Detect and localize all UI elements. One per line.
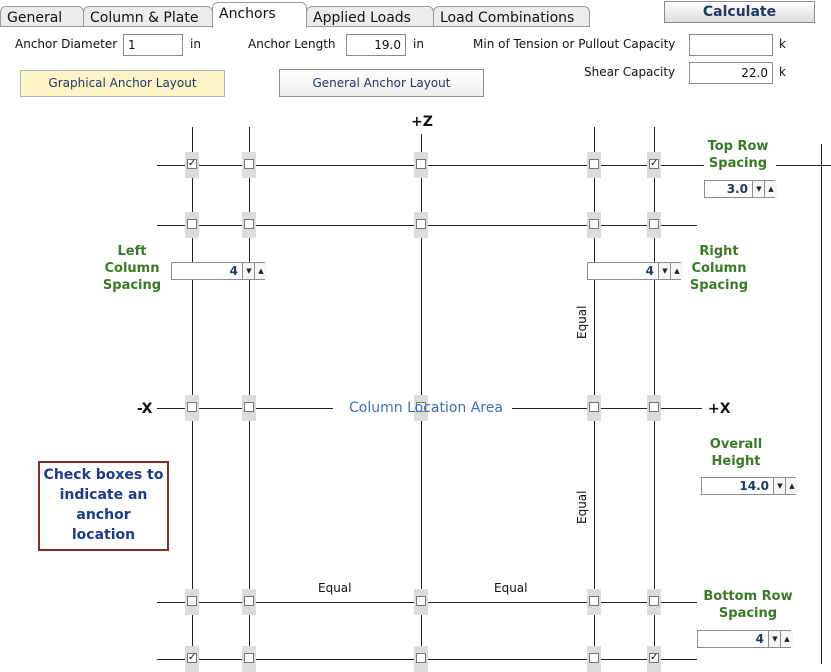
equal-label-vertical-bottom: Equal	[575, 490, 589, 524]
column-location-area-label: Column Location Area	[349, 400, 503, 416]
right-column-spacing-value[interactable]: 4	[645, 264, 654, 278]
note-line3: anchor	[76, 507, 131, 523]
anchor-length-input[interactable]: 19.0	[346, 34, 406, 56]
checkbox-box[interactable]	[244, 159, 254, 169]
equal-label-left: Equal	[318, 581, 352, 595]
checkbox-box[interactable]	[244, 596, 254, 606]
anchor-checkbox-r4-c4[interactable]	[587, 589, 601, 615]
right-col-label-line3: Spacing	[689, 278, 749, 293]
left-col-down-arrow-icon[interactable]: ▼	[242, 263, 255, 279]
checkbox-box[interactable]	[589, 596, 599, 606]
anchor-checkbox-r2-c5[interactable]	[647, 212, 661, 238]
right-column-spacing-label	[684, 243, 754, 294]
left-col-label-line2: Column	[104, 261, 160, 276]
left-col-up-arrow-icon[interactable]: ▲	[254, 263, 267, 279]
checkbox-box[interactable]	[589, 402, 599, 412]
checkbox-box[interactable]	[244, 402, 254, 412]
right-col-up-arrow-icon[interactable]: ▲	[670, 263, 683, 279]
anchor-checkbox-r1-c4[interactable]	[587, 152, 601, 178]
instruction-note	[38, 461, 169, 551]
bottom-row-spacing-label	[703, 588, 793, 622]
bottom-row-label-line2: Spacing	[718, 606, 778, 621]
checkbox-box[interactable]	[416, 219, 426, 229]
checkmark-icon[interactable]: ✓	[650, 158, 659, 169]
anchor-checkbox-r3-c2[interactable]	[242, 395, 256, 421]
overall-height-value[interactable]: 14.0	[739, 479, 769, 493]
anchor-checkbox-r3-c4[interactable]	[587, 395, 601, 421]
shear-capacity-input[interactable]: 22.0	[689, 62, 773, 84]
overall-height-spinner[interactable]	[701, 477, 796, 495]
tension-capacity-unit: k	[779, 37, 786, 51]
anchor-checkbox-r3-c1[interactable]	[185, 395, 199, 421]
shear-capacity-unit: k	[779, 65, 786, 79]
checkbox-box[interactable]	[187, 219, 197, 229]
note-line1: Check boxes to	[43, 467, 164, 483]
right-col-label-line2: Column	[691, 261, 747, 276]
checkbox-box[interactable]	[416, 653, 426, 663]
tension-capacity-label: Min of Tension or Pullout Capacity	[473, 37, 676, 51]
anchor-checkbox-r5-c3[interactable]	[414, 646, 428, 672]
checkbox-box[interactable]	[244, 653, 254, 663]
checkbox-box[interactable]	[649, 219, 659, 229]
graphical-anchor-layout-button[interactable]: Graphical Anchor Layout	[20, 70, 225, 97]
top-row-label-line1: Top Row	[707, 139, 769, 154]
top-row-down-arrow-icon[interactable]: ▼	[752, 181, 765, 197]
note-line2: indicate an	[59, 487, 148, 503]
bottom-row-label-line1: Bottom Row	[703, 589, 793, 604]
grid-line-h1	[157, 165, 704, 166]
tab-column-plate[interactable]: Column & Plate	[83, 6, 213, 27]
checkmark-icon[interactable]: ✓	[650, 652, 659, 663]
equal-label-vertical-top: Equal	[575, 305, 589, 339]
checkbox-box[interactable]	[187, 402, 197, 412]
anchor-checkbox-r1-c1[interactable]	[185, 152, 199, 178]
grid-line-h3-right	[512, 408, 702, 409]
anchor-checkbox-r5-c1[interactable]	[185, 646, 199, 672]
anchor-checkbox-r4-c5[interactable]	[647, 589, 661, 615]
anchor-diameter-label: Anchor Diameter	[15, 37, 118, 51]
grid-line-h1-right	[776, 165, 831, 166]
overall-height-label-line1: Overall	[709, 437, 763, 452]
left-column-spacing-value[interactable]: 4	[229, 264, 238, 278]
grid-border-right	[821, 144, 822, 664]
overall-height-up-arrow-icon[interactable]: ▲	[785, 478, 798, 494]
top-row-label-line2: Spacing	[708, 156, 768, 171]
top-row-spacing-label	[698, 138, 778, 172]
top-row-spacing-value[interactable]: 3.0	[726, 182, 748, 196]
tab-load-combinations[interactable]: Load Combinations	[433, 6, 590, 27]
overall-height-down-arrow-icon[interactable]: ▼	[773, 478, 786, 494]
right-col-label-line1: Right	[699, 244, 739, 259]
note-line4: location	[71, 527, 136, 543]
equal-label-right: Equal	[494, 581, 528, 595]
tab-general[interactable]: General	[0, 6, 84, 27]
top-row-up-arrow-icon[interactable]: ▲	[764, 181, 777, 197]
anchor-checkbox-r2-c1[interactable]	[185, 212, 199, 238]
checkbox-box[interactable]	[244, 219, 254, 229]
anchor-checkbox-r4-c2[interactable]	[242, 589, 256, 615]
bottom-row-down-arrow-icon[interactable]: ▼	[768, 631, 781, 647]
bottom-row-up-arrow-icon[interactable]: ▲	[780, 631, 793, 647]
checkbox-box[interactable]	[416, 596, 426, 606]
right-column-spacing-spinner[interactable]	[587, 262, 681, 280]
anchor-checkbox-r5-c5[interactable]	[647, 646, 661, 672]
anchor-checkbox-r5-c4[interactable]	[587, 646, 601, 672]
bottom-row-spacing-spinner[interactable]	[697, 630, 791, 648]
left-column-spacing-spinner[interactable]	[171, 262, 265, 280]
checkbox-box[interactable]	[649, 596, 659, 606]
anchor-length-unit: in	[413, 37, 424, 51]
anchor-checkbox-r1-c3[interactable]	[414, 152, 428, 178]
left-col-label-line1: Left	[117, 244, 147, 259]
calculate-button[interactable]: Calculate	[664, 1, 815, 23]
tab-anchors[interactable]: Anchors	[212, 2, 307, 28]
axis-plus-z: +Z	[411, 114, 433, 130]
anchor-checkbox-r4-c1[interactable]	[185, 589, 199, 615]
axis-plus-x: +X	[708, 401, 731, 417]
anchor-checkbox-r4-c3[interactable]	[414, 589, 428, 615]
anchor-checkbox-r2-c4[interactable]	[587, 212, 601, 238]
anchor-diameter-input[interactable]: 1	[123, 34, 183, 56]
top-row-spacing-spinner[interactable]	[704, 180, 775, 198]
checkbox-box[interactable]	[589, 653, 599, 663]
anchor-checkbox-r2-c3[interactable]	[414, 212, 428, 238]
tab-applied-loads[interactable]: Applied Loads	[306, 6, 434, 27]
anchor-checkbox-r1-c2[interactable]	[242, 152, 256, 178]
checkbox-box[interactable]	[589, 219, 599, 229]
checkmark-icon[interactable]: ✓	[188, 652, 197, 663]
checkbox-box[interactable]	[649, 402, 659, 412]
anchor-length-label: Anchor Length	[248, 37, 336, 51]
overall-height-label-line2: Height	[711, 454, 761, 469]
left-col-label-line3: Spacing	[102, 278, 162, 293]
checkbox-box[interactable]	[416, 159, 426, 169]
bottom-row-spacing-value[interactable]: 4	[755, 632, 764, 646]
anchor-checkbox-r5-c2[interactable]	[242, 646, 256, 672]
general-anchor-layout-button[interactable]: General Anchor Layout	[279, 69, 484, 97]
anchor-checkbox-r3-c5[interactable]	[647, 395, 661, 421]
anchor-checkbox-r1-c5[interactable]	[647, 152, 661, 178]
shear-capacity-label: Shear Capacity	[584, 65, 676, 79]
right-col-down-arrow-icon[interactable]: ▼	[658, 263, 671, 279]
checkmark-icon[interactable]: ✓	[188, 158, 197, 169]
checkbox-box[interactable]	[589, 159, 599, 169]
checkbox-box[interactable]	[187, 596, 197, 606]
axis-minus-x: -X	[137, 401, 153, 417]
left-column-spacing-label	[96, 243, 168, 294]
anchor-checkbox-r2-c2[interactable]	[242, 212, 256, 238]
anchor-diameter-unit: in	[190, 37, 201, 51]
overall-height-label	[700, 436, 772, 470]
